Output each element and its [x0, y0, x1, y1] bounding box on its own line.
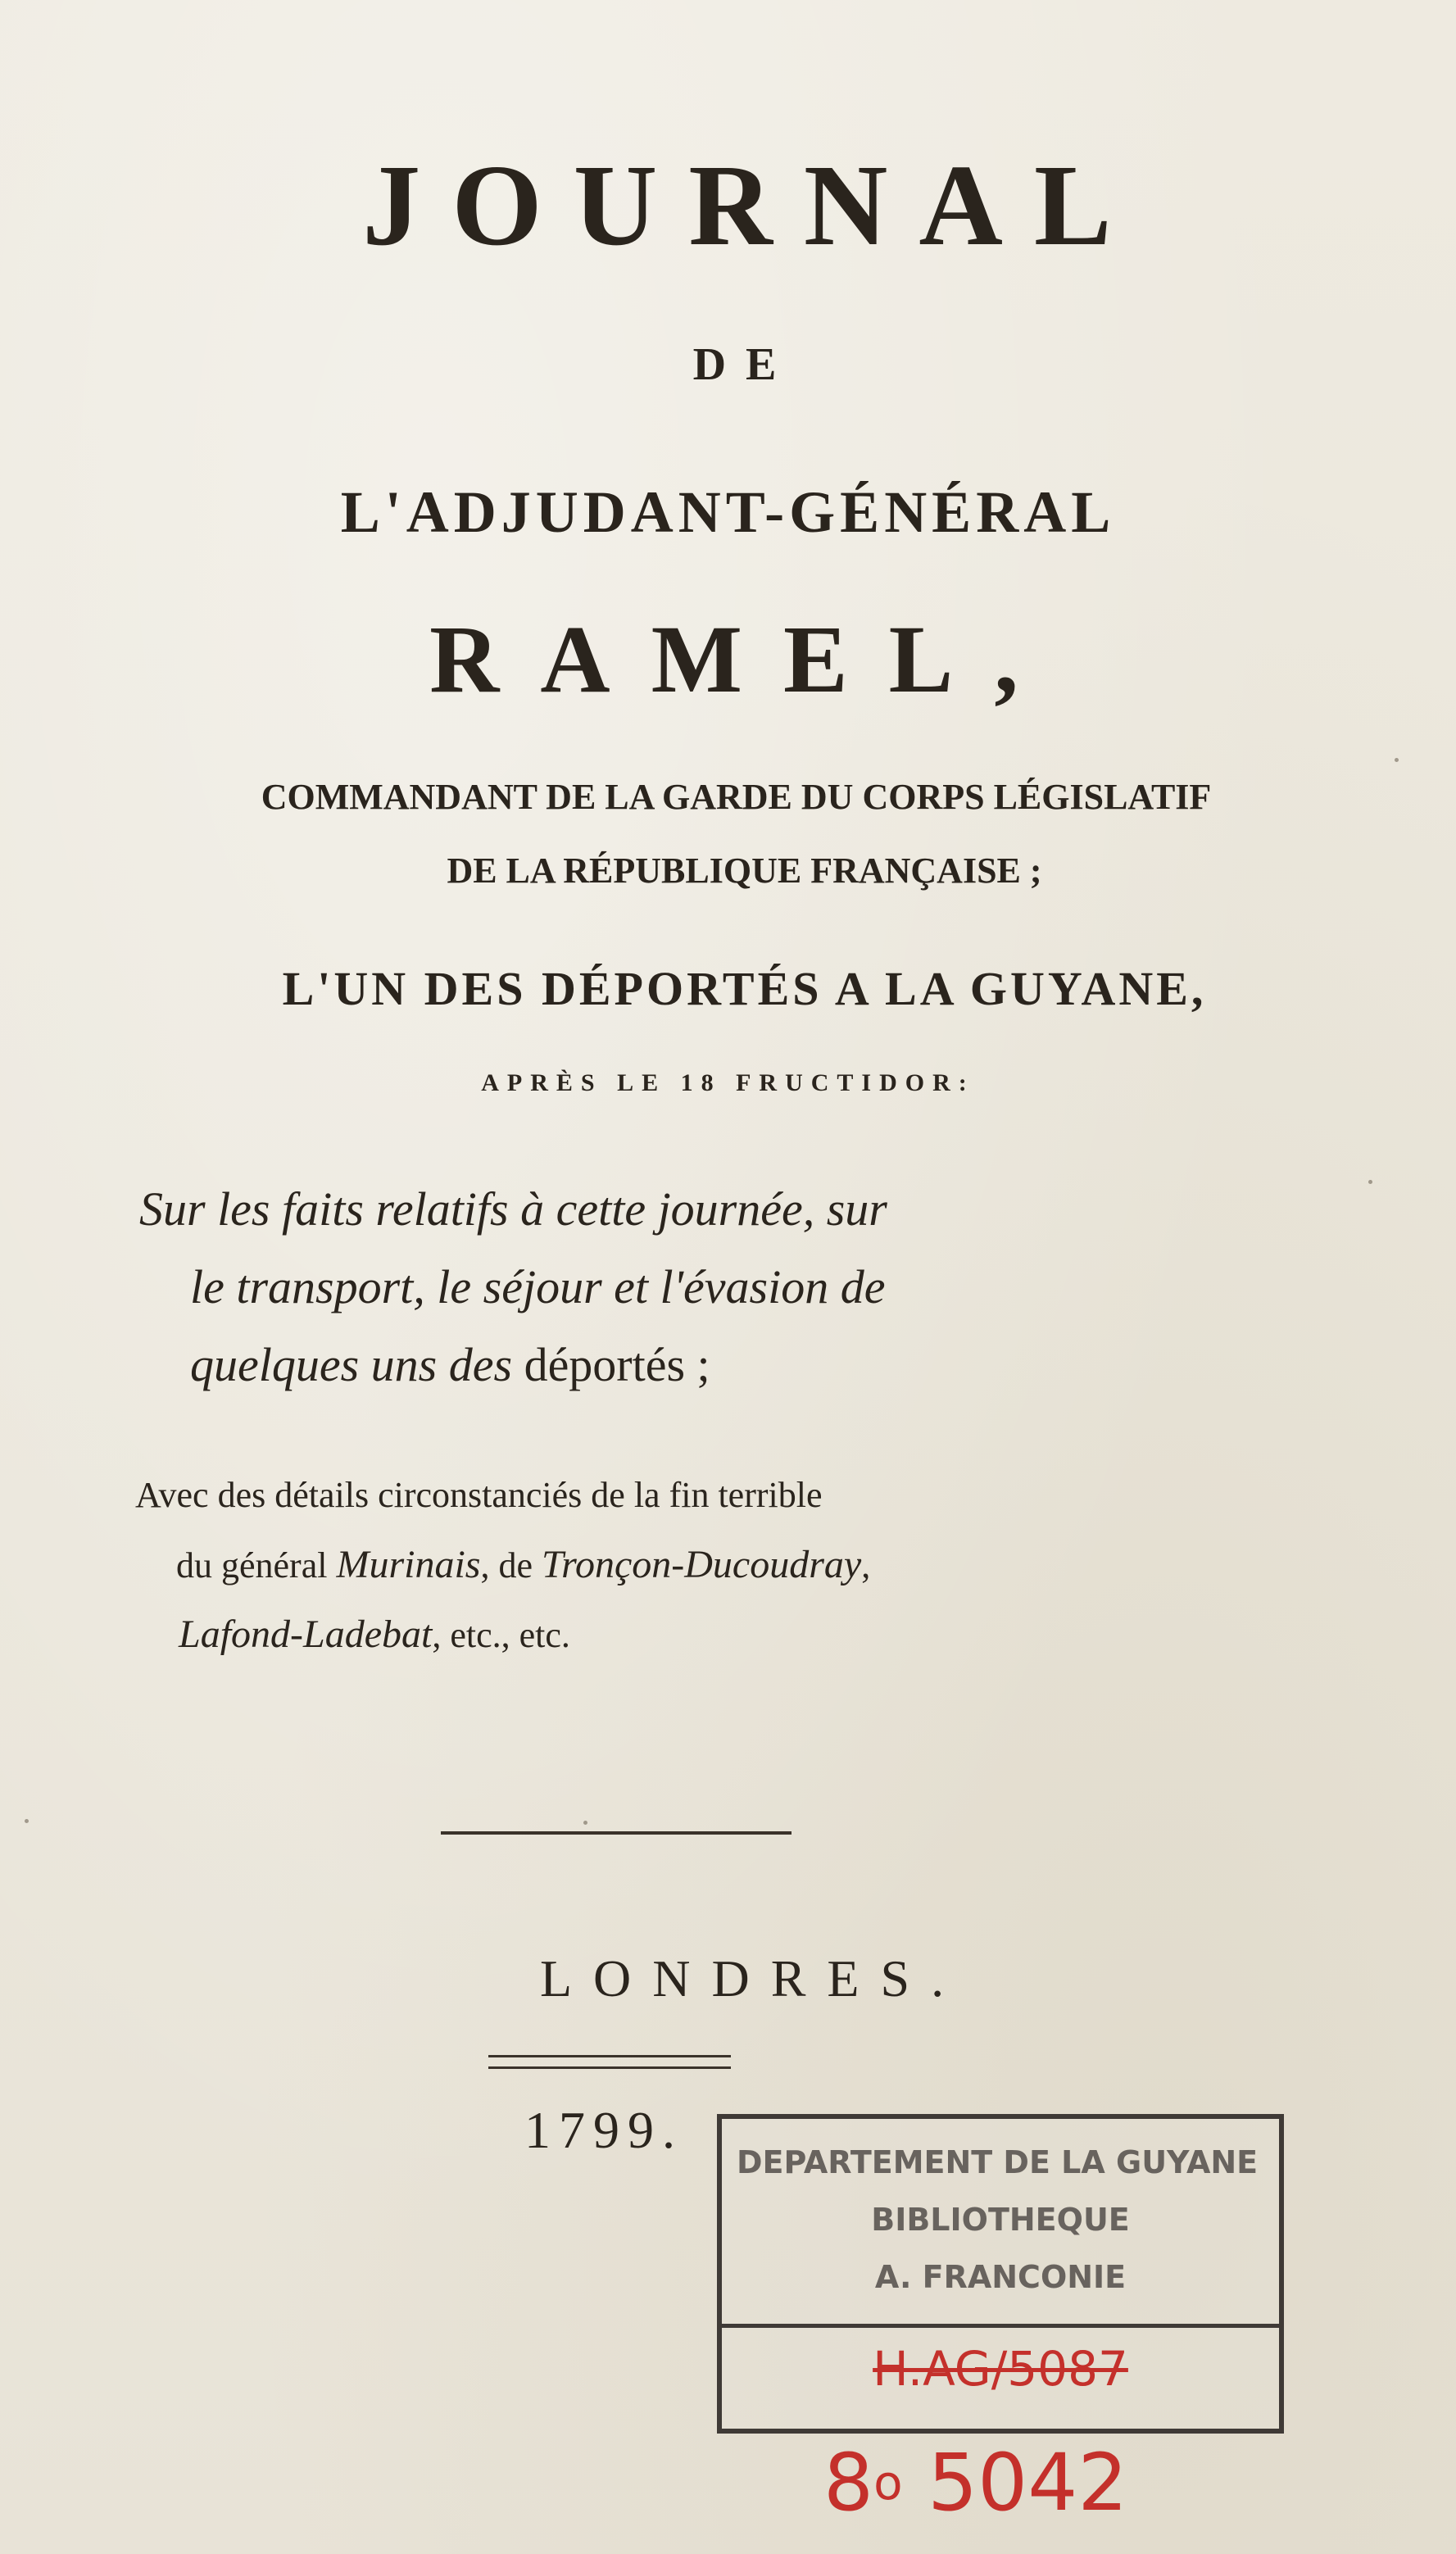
- details-name-murinais: Murinais: [336, 1543, 481, 1586]
- library-stamp: [717, 2114, 1284, 2434]
- call-number-prefix: 8: [823, 2437, 874, 2529]
- details-line-2-a: du général: [176, 1545, 337, 1585]
- details-line-3-b: , etc., etc.: [432, 1615, 570, 1655]
- author-command-line-2: DE LA RÉPUBLIQUE FRANÇAISE ;: [447, 851, 1042, 891]
- book-title: JOURNAL: [362, 140, 1143, 270]
- subject-line-3-roman: déportés ;: [512, 1338, 710, 1391]
- title-preposition: DE: [692, 339, 796, 390]
- double-rule-bottom: [488, 2066, 731, 2069]
- details-line-2-c: , de: [480, 1545, 542, 1585]
- paper-speck: [1368, 1180, 1372, 1184]
- old-shelfmark: H.AG/5087: [873, 2341, 1128, 2397]
- imprint-place: LONDRES.: [539, 1949, 966, 2007]
- details-line-2-e: ,: [861, 1545, 871, 1585]
- author-name: RAMEL,: [429, 606, 1059, 713]
- paper-speck: [25, 1819, 29, 1823]
- fructidor-line: APRÈS LE 18 FRUCTIDOR:: [481, 1069, 975, 1096]
- subject-line-3: [190, 1336, 710, 1395]
- imprint-year: 1799.: [524, 2101, 683, 2159]
- stamp-line-2: BIBLIOTHEQUE: [871, 2202, 1130, 2238]
- stamp-divider: [722, 2324, 1279, 2328]
- details-line-2: [176, 1540, 870, 1590]
- details-name-troncon: Tronçon-Ducoudray: [542, 1543, 862, 1586]
- call-number: [823, 2438, 1127, 2528]
- call-number-superscript: o: [873, 2455, 903, 2511]
- subject-line-2: le transport, le séjour et l'évasion de: [190, 1260, 886, 1313]
- paper-speck: [583, 1821, 587, 1825]
- ornament-rule: [441, 1831, 792, 1835]
- subject-line-1: Sur les faits relatifs à cette journée, sur: [139, 1182, 887, 1236]
- details-line-1: Avec des détails circonstanciés de la fin terrible: [135, 1475, 823, 1515]
- details-name-lafond: Lafond-Ladebat: [179, 1613, 433, 1656]
- author-rank: L'ADJUDANT-GÉNÉRAL: [340, 479, 1116, 545]
- author-command-line-1: COMMANDANT DE LA GARDE DU CORPS LÉGISLATIF: [261, 777, 1212, 817]
- paper-speck: [1395, 758, 1399, 762]
- stamp-line-3: A. FRANCONIE: [874, 2259, 1127, 2295]
- deportee-line: L'UN DES DÉPORTÉS A LA GUYANE,: [282, 962, 1207, 1015]
- stamp-line-1: DEPARTEMENT DE LA GUYANE: [737, 2144, 1259, 2180]
- subject-line-3-italic: quelques uns des: [190, 1338, 513, 1391]
- call-number-digits: 5042: [902, 2437, 1128, 2529]
- double-rule-top: [488, 2055, 731, 2057]
- details-line-3: [179, 1610, 570, 1660]
